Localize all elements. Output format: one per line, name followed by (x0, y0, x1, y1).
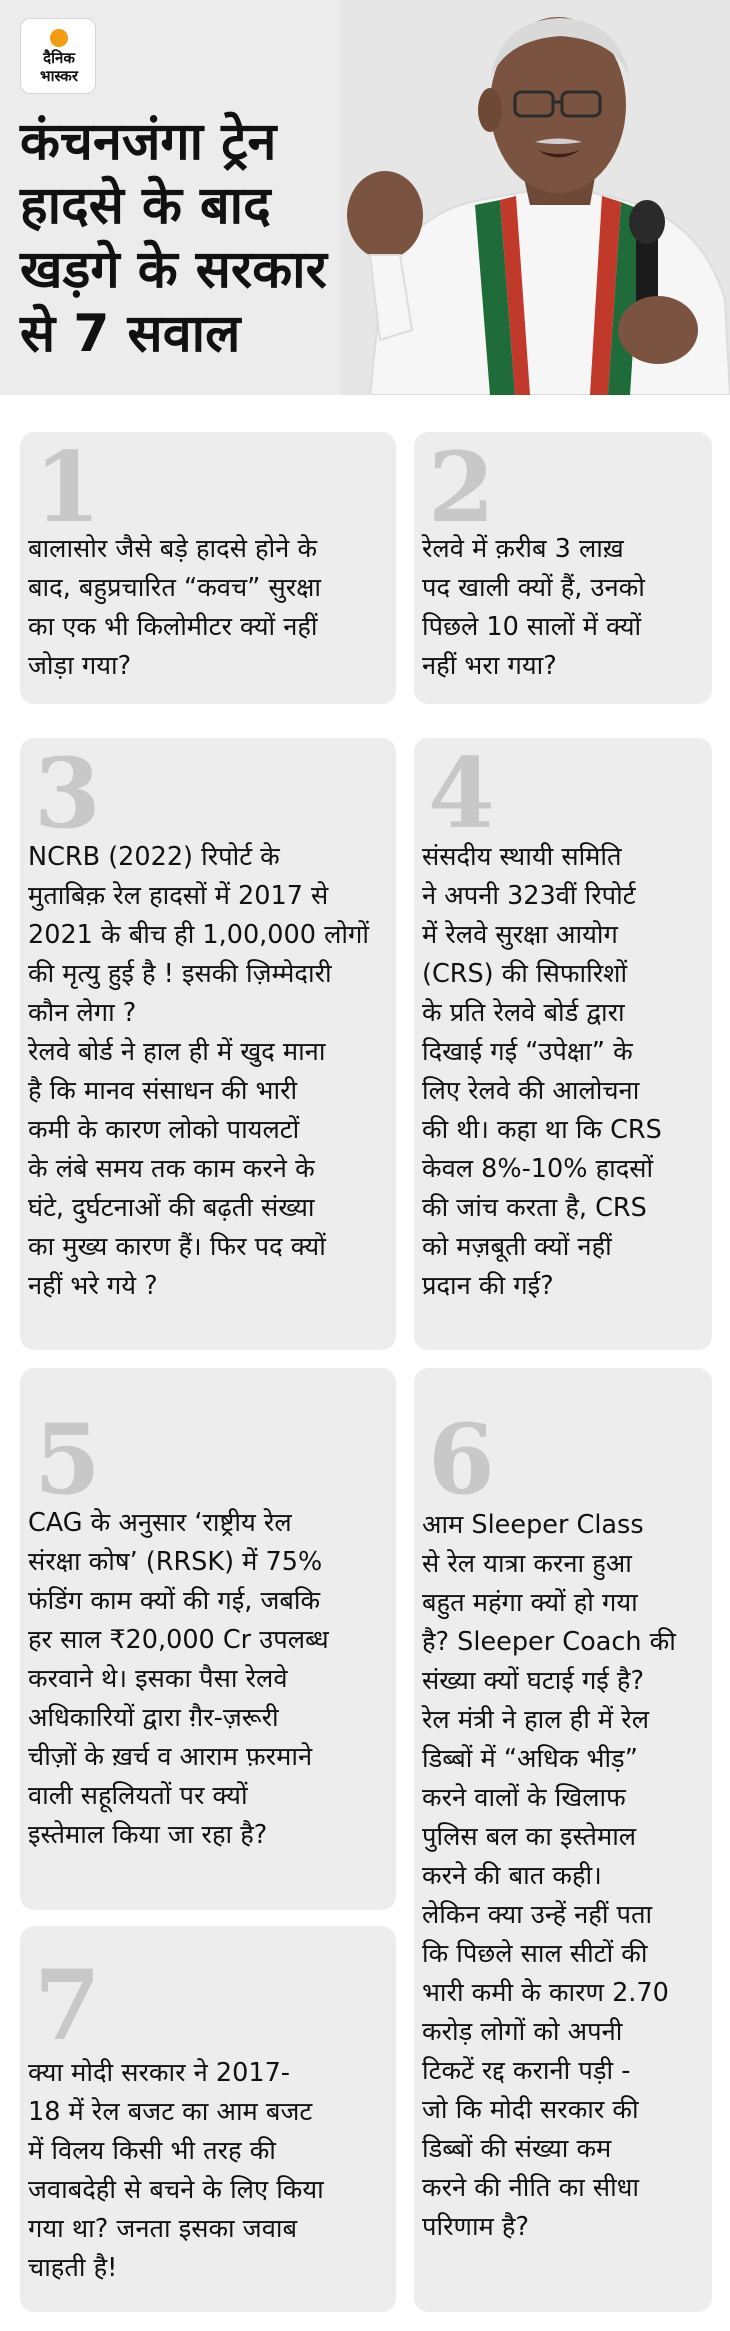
question-card-5 (20, 1368, 396, 1910)
text-line: डिब्बों में “अधिक भीड़” (422, 1744, 638, 1774)
text-line: कौन लेगा ? (28, 998, 137, 1028)
dainik-bhaskar-logo (20, 18, 96, 94)
text-line: वाली सहूलियतों पर क्यों (28, 1781, 248, 1811)
text-line: जवाबदेही से बचने के लिए किया (28, 2175, 324, 2205)
question-number: 2 (428, 431, 495, 544)
text-line: संख्या क्यों घटाई गई है? (422, 1666, 645, 1696)
text-line: परिणाम है? (422, 2212, 529, 2242)
text-line: क्या मोदी सरकार ने 2017- (28, 2058, 290, 2088)
question-text (28, 1504, 329, 1855)
text-line: करने की नीति का सीधा (422, 2173, 639, 2203)
text-line: संरक्षा कोष’ (RRSK) में 75% (28, 1547, 323, 1577)
text-line: बाद, बहुप्रचारित “कवच” सुरक्षा (28, 573, 322, 603)
text-line: पिछले 10 सालों में क्यों (422, 612, 642, 642)
text-line: को मज़बूती क्यों नहीं (422, 1232, 612, 1262)
text-line: नहीं भरे गये ? (28, 1271, 158, 1301)
question-card-1 (20, 432, 396, 704)
text-line: चाहती है! (28, 2253, 118, 2283)
text-line: कि पिछले साल सीटों की (422, 1939, 648, 1969)
question-number: 5 (34, 1403, 101, 1516)
text-line: लेकिन क्या उन्हें नहीं पता (422, 1900, 653, 1930)
text-line: हर साल ₹20,000 Cr उपलब्ध (28, 1625, 329, 1655)
question-card-3 (20, 738, 396, 1350)
text-line: का मुख्य कारण हैं। फिर पद क्यों (28, 1232, 326, 1262)
text-line: चीज़ों के ख़र्च व आराम फ़रमाने (28, 1742, 313, 1772)
text-line: संसदीय स्थायी समिति (422, 842, 622, 872)
text-line: केवल 8%-10% हादसों (422, 1154, 654, 1184)
text-line: CAG के अनुसार ‘राष्ट्रीय रेल (28, 1508, 292, 1538)
text-line: भारी कमी के कारण 2.70 (422, 1978, 669, 2008)
text-line: पुलिस बल का इस्तेमाल (422, 1822, 637, 1852)
text-line: जोड़ा गया? (28, 651, 132, 681)
text-line: डिब्बों की संख्या कम (422, 2134, 612, 2164)
question-number: 3 (34, 737, 101, 850)
question-card-4 (414, 738, 712, 1350)
text-line: नहीं भरा गया? (422, 651, 557, 681)
text-line: 18 में रेल बजट का आम बजट (28, 2097, 313, 2127)
text-line: रेल मंत्री ने हाल ही में रेल (422, 1705, 649, 1735)
question-text (422, 1506, 676, 2247)
question-number: 4 (428, 737, 495, 850)
text-line: 2021 के बीच ही 1,00,000 लोगों (28, 920, 369, 950)
question-card-6 (414, 1368, 712, 2312)
logo-line-2: भास्कर (40, 67, 78, 85)
text-line: की मृत्यु हुई है ! इसकी ज़िम्मेदारी (28, 959, 332, 989)
text-line: के लंबे समय तक काम करने के (28, 1154, 315, 1184)
question-text (422, 838, 662, 1306)
text-line: अधिकारियों द्वारा ग़ैर-ज़रूरी (28, 1703, 279, 1733)
text-line: है कि मानव संसाधन की भारी (28, 1076, 298, 1106)
question-number: 7 (34, 1949, 101, 2062)
text-line: करवाने थे। इसका पैसा रेलवे (28, 1664, 288, 1694)
question-text (28, 838, 369, 1306)
text-line: इस्तेमाल किया जा रहा है? (28, 1820, 268, 1850)
text-line: ने अपनी 323वीं रिपोर्ट (422, 881, 636, 911)
text-line: गया था? जनता इसका जवाब (28, 2214, 298, 2244)
text-line: की थी। कहा था कि CRS (422, 1115, 662, 1145)
text-line: में रेलवे सुरक्षा आयोग (422, 920, 618, 950)
text-line: रेलवे बोर्ड ने हाल ही में खुद माना (28, 1037, 326, 1067)
headline: कंचनजंगा ट्रेन हादसे के बाद खड़गे के सरकार से 7 सवाल (20, 112, 327, 364)
text-line: NCRB (2022) रिपोर्ट के (28, 842, 280, 872)
text-line: दिखाई गई “उपेक्षा” के (422, 1037, 633, 1067)
text-line: करने की बात कही। (422, 1861, 602, 1891)
question-number: 6 (428, 1403, 495, 1516)
text-line: प्रदान की गई? (422, 1271, 554, 1301)
text-line: करोड़ लोगों को अपनी (422, 2017, 623, 2047)
sun-icon (50, 29, 68, 47)
text-line: फंडिंग काम क्यों की गई, जबकि (28, 1586, 321, 1616)
question-text (28, 530, 321, 686)
text-line: का एक भी किलोमीटर क्यों नहीं (28, 612, 318, 642)
text-line: (CRS) की सिफारिशों (422, 959, 628, 989)
question-text (422, 530, 645, 686)
text-line: की जांच करता है, CRS (422, 1193, 647, 1223)
text-line: लिए रेलवे की आलोचना (422, 1076, 640, 1106)
text-line: है? Sleeper Coach की (422, 1627, 676, 1657)
question-card-7 (20, 1926, 396, 2312)
speaker-photo (340, 0, 730, 395)
text-line: में विलय किसी भी तरह की (28, 2136, 276, 2166)
text-line: से रेल यात्रा करना हुआ (422, 1549, 632, 1579)
text-line: टिकटें रद्द करानी पड़ी - (422, 2056, 631, 2086)
header-banner (0, 0, 730, 395)
text-line: घंटे, दुर्घटनाओं की बढ़ती संख्या (28, 1193, 315, 1223)
question-card-2 (414, 432, 712, 704)
text-line: आम Sleeper Class (422, 1510, 644, 1540)
text-line: बहुत महंगा क्यों हो गया (422, 1588, 638, 1618)
logo-line-1: दैनिक (43, 49, 75, 67)
text-line: जो कि मोदी सरकार की (422, 2095, 639, 2125)
text-line: के प्रति रेलवे बोर्ड द्वारा (422, 998, 625, 1028)
text-line: बालासोर जैसे बड़े हादसे होने के (28, 534, 318, 564)
text-line: पद खाली क्यों हैं, उनको (422, 573, 645, 603)
text-line: मुताबिक़ रेल हादसों में 2017 से (28, 881, 329, 911)
question-number: 1 (34, 431, 101, 544)
text-line: कमी के कारण लोको पायलटों (28, 1115, 300, 1145)
text-line: करने वालों के खिलाफ (422, 1783, 626, 1813)
text-line: रेलवे में क़रीब 3 लाख़ (422, 534, 624, 564)
question-text (28, 2054, 324, 2288)
